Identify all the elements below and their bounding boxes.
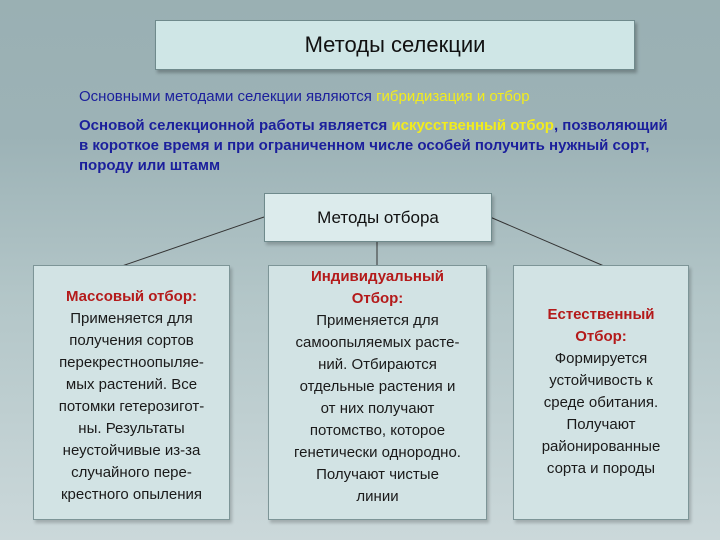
para-highlight: искусственный отбор xyxy=(391,117,554,134)
column-line: линии xyxy=(356,488,399,505)
column-line: устойчивость к xyxy=(549,372,653,389)
column-line: ний. Отбираются xyxy=(318,356,437,373)
column-line: от них получают xyxy=(320,400,435,417)
column-line: случайного пере- xyxy=(71,464,192,481)
column-line: мых растений. Все xyxy=(65,376,198,393)
column-line: потомство, которое xyxy=(309,422,446,439)
intro-highlight: гибридизация и отбор xyxy=(376,88,530,105)
column-line: генетически однородно. xyxy=(294,444,461,461)
column-heading: Индивидуальный xyxy=(310,268,445,285)
column-line: ны. Результаты xyxy=(78,420,185,437)
mass-selection-box xyxy=(33,265,230,520)
column-line: отдельные растения и xyxy=(299,378,456,395)
column-line: Формируется xyxy=(554,350,648,367)
column-line: самоопыляемых расте- xyxy=(295,334,460,351)
connector-right xyxy=(490,217,604,266)
column-heading: Отбор: xyxy=(351,290,404,307)
para-text-1: Основой селекционной работы является xyxy=(79,117,392,134)
column-heading: Отбор: xyxy=(575,328,627,345)
column-line: сорта и породы xyxy=(546,460,656,477)
selection-methods-box: Методы отбора xyxy=(264,193,492,242)
intro-text: Основными методами селекции являются xyxy=(79,88,377,105)
slide-title: Методы селекции xyxy=(155,20,635,70)
column-line: Применяется для xyxy=(70,310,193,327)
individual-selection-box xyxy=(268,265,487,520)
column-heading: Массовый отбор: xyxy=(65,288,197,305)
column-line: крестного опыления xyxy=(60,486,203,503)
column-line: перекрестноопыляе- xyxy=(59,354,204,371)
column-line: потомки гетерозигот- xyxy=(58,398,205,415)
column-line: Получают xyxy=(566,416,636,433)
connector-left xyxy=(122,217,264,266)
column-line: среде обитания. xyxy=(543,394,659,411)
column-line: получения сортов xyxy=(69,332,194,349)
column-line: районированные xyxy=(541,438,661,455)
column-heading: Естественный xyxy=(547,306,655,323)
para-text-2: , позволяющий в короткое время и при ограниченном числе особей получить нужный сорт, породу или штамм xyxy=(79,117,668,174)
column-line: неустойчивые из-за xyxy=(62,442,201,459)
column-line: Применяется для xyxy=(316,312,439,329)
natural-selection-box xyxy=(513,265,689,520)
column-line: Получают чистые xyxy=(316,466,439,483)
